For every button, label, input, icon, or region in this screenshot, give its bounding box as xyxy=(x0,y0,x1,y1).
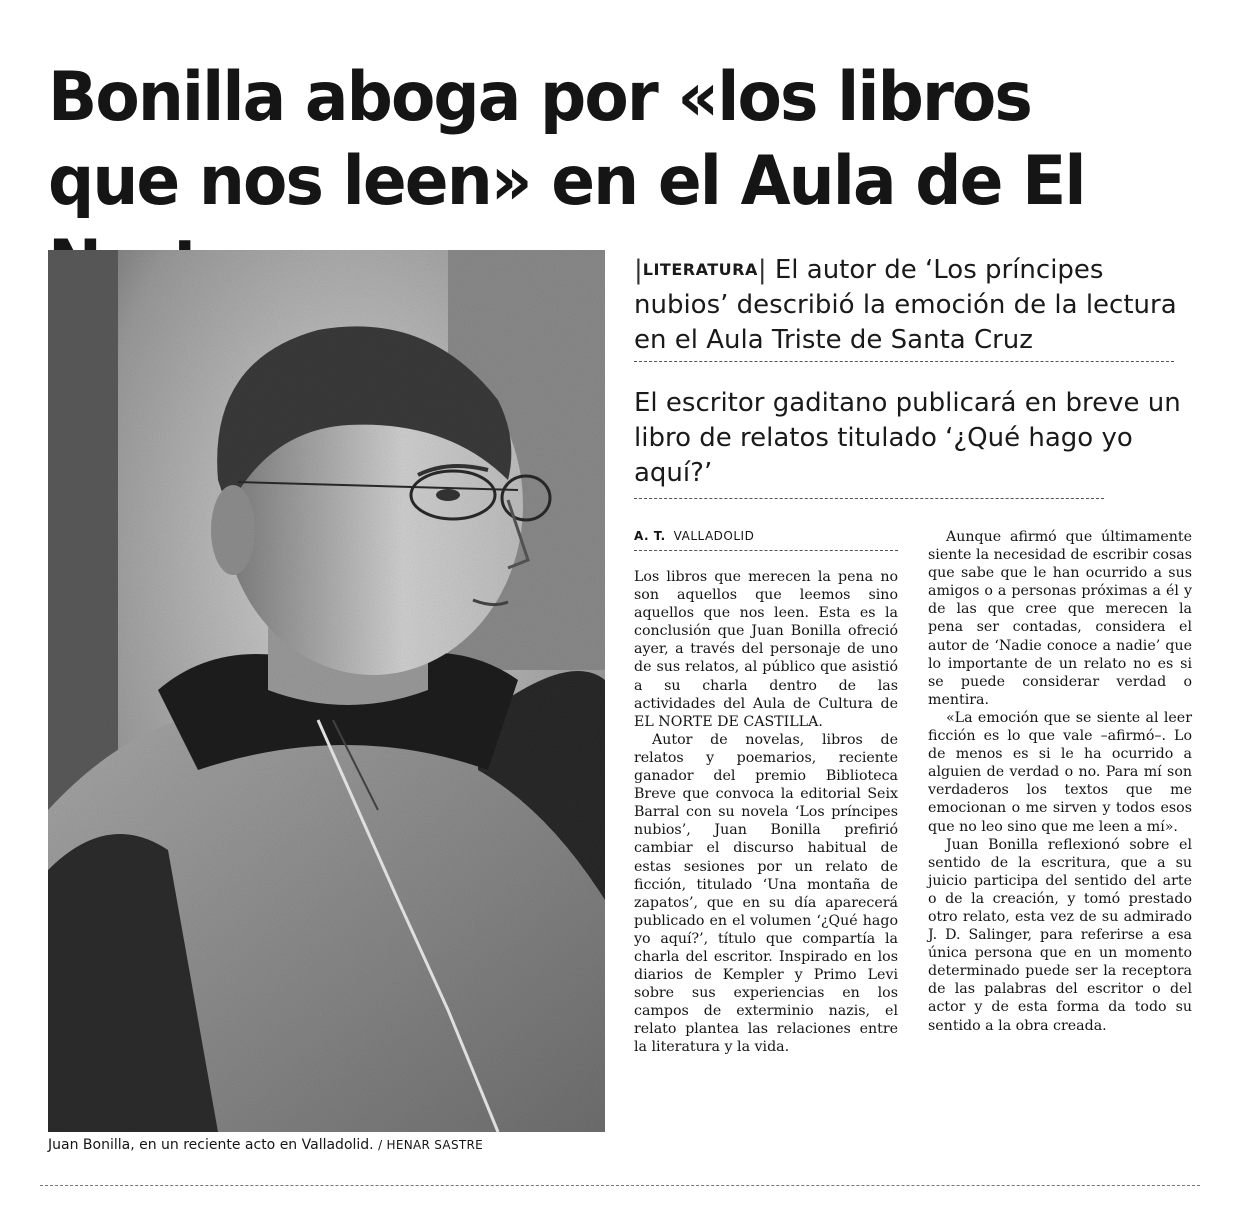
divider xyxy=(634,550,898,551)
subheadline: El escritor gaditano publicará en breve un libro de relatos titulado ‘¿Qué hago yo aquí?’ xyxy=(634,388,1181,488)
divider xyxy=(634,498,1104,499)
section-label: LITERATURA xyxy=(642,260,758,279)
caption-text: Juan Bonilla, en un reciente acto en Valladolid. xyxy=(48,1137,374,1153)
lead-text: |LITERATURA| El autor de ‘Los príncipes nubios’ describió la emoción de la lectura en el Aula Triste de Santa Cruz xyxy=(634,255,1177,355)
paragraph: Autor de novelas, libros de relatos y poemarios, reciente ganador del premio Biblioteca Breve que convoca la editorial Seix Barral con su novela ‘Los príncipes nubios’, Juan Bonilla prefirió cambiar el discurso habitual de estas sesiones por un relato de ficción, titulado ‘Una montaña de zapatos’, que en su día aparecerá publicado en el volumen ‘¿Qué hago yo aquí?’, título que compartía la charla del escritor. Inspirado en los diarios de Kempler y Primo Levi sobre sus experiencias en los campos de exterminio nazis, el relato plantea las relaciones entre la literatura y la vida. xyxy=(634,731,898,1056)
paragraph: Aunque afirmó que últimamente siente la necesidad de escribir cosas que sabe que le han ocurrido a sus amigos o a personas próximas a él y de las que cree que merecen la pena ser contadas, considera el autor de ‘Nadie conoce a nadie’ que lo importante de un relato no es si se puede considerar verdad o mentira. xyxy=(928,529,1192,708)
paragraph: «La emoción que se siente al leer ficción es lo que vale –afirmó–. Lo de menos es si le ha ocurrido a alguien de verdad o no. Para mí son verdaderos los textos que me emocionan o me sirven y todos esos que no leo sino que me leen a mí». xyxy=(928,709,1192,835)
byline-author: A. T. xyxy=(634,529,666,543)
lead-summary: El autor de ‘Los príncipes nubios’ describió la emoción de la lectura en el Aula Triste de Santa Cruz xyxy=(634,255,1177,355)
body-column-2 xyxy=(928,528,1192,1035)
photo-caption xyxy=(48,1137,608,1153)
byline xyxy=(634,529,754,543)
bottom-divider xyxy=(40,1185,1200,1186)
divider xyxy=(634,361,1174,362)
byline-place: VALLADOLID xyxy=(673,529,755,543)
article-photo xyxy=(48,250,605,1132)
headline: Bonilla aboga por «los libros que nos leen» en el Aula de El xyxy=(48,58,1085,221)
paragraph: Los libros que merecen la pena no son aquellos que leemos sino aquellos que nos leen. Esta es la conclusión que Juan Bonilla ofreció ayer, a través del personaje de uno de sus relatos, al público que asistió a su charla dentro de las actividades del Aula de Cultura de EL NORTE DE CASTILLA. xyxy=(634,569,898,730)
photo-credit: / HENAR SASTRE xyxy=(378,1138,484,1152)
paragraph: Juan Bonilla reflexionó sobre el sentido de la escritura, que a su juicio participa del sentido del arte o de la creación, y tomó prestado otro relato, esta vez de su admirado J. D. Salinger, para referirse a esa única persona que en un momento determinado puede ser la receptora de las palabras del escritor o del actor y de esta forma da todo su sentido a la obra creada. xyxy=(928,836,1192,1034)
body-column-1 xyxy=(634,568,898,1057)
